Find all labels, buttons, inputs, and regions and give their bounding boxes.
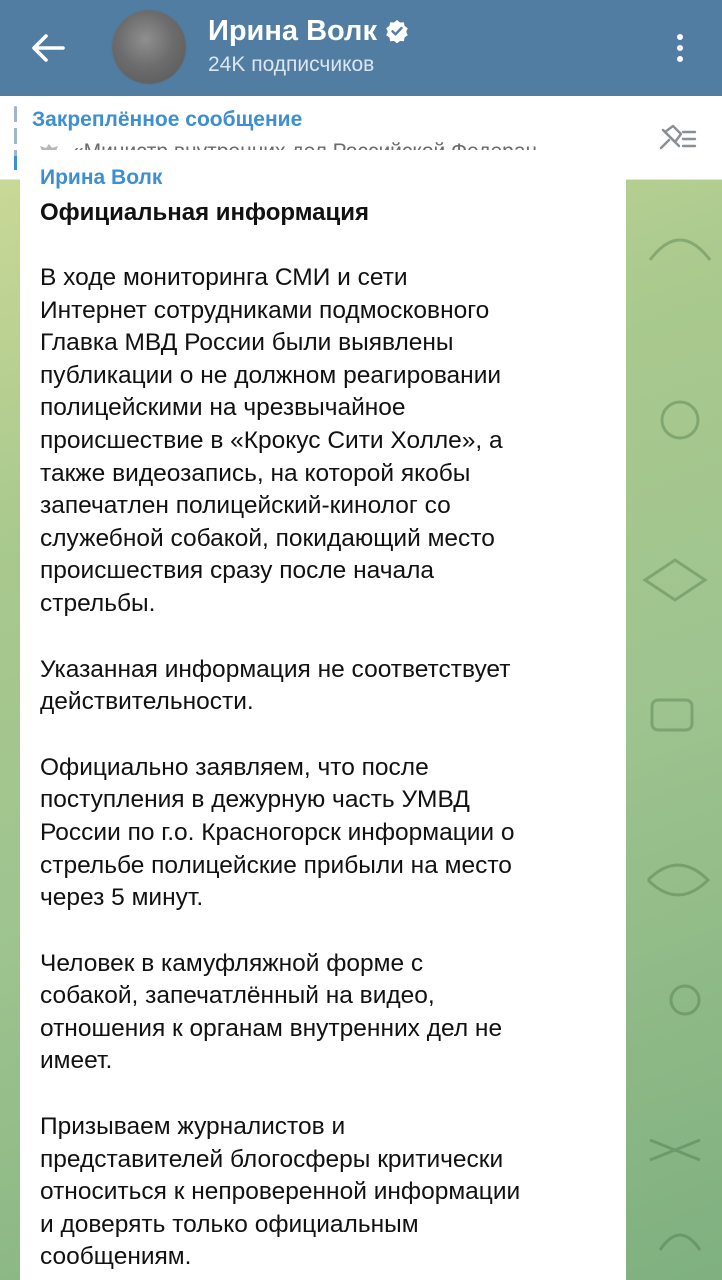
message-paragraph [40,752,612,915]
pinned-list-icon [655,122,699,154]
message-line: имеет. [40,1047,113,1075]
more-vertical-icon [677,34,683,40]
message-line: представителей блогосферы критически [40,1145,504,1173]
message-line: стрельбе полицейские прибыли на место [40,851,512,879]
message-line: служебной собакой, покидающий место [40,524,495,552]
message-line: публикации о не должном реагировании [40,361,502,389]
channel-header [0,0,722,96]
message-line: сообщениям. [40,1243,192,1271]
message-bubble[interactable] [20,150,626,1280]
message-line: В ходе мониторинга СМИ и сети [40,264,408,291]
pinned-indicator [14,106,17,170]
message-line: стрельбы. [40,589,156,617]
more-vertical-icon-dot [677,56,683,62]
channel-title-area[interactable] [208,14,409,80]
back-button[interactable] [22,22,74,74]
message-line: относиться к непроверенной информации [40,1178,521,1206]
message-line: полицейскими на чрезвычайное [40,394,406,422]
more-menu-button[interactable] [660,22,700,74]
wallpaper-doodles [640,180,720,1280]
pinned-title: Закреплённое сообщение [32,108,303,131]
message-line: России по г.о. Красногорск информации о [40,818,515,846]
message-line: Главка МВД России были выявлены [40,329,454,357]
message-line: запечатлен полицейский-кинолог со [40,492,451,520]
message-line: происшествие в «Крокус Сити Холле», а [40,426,503,454]
message-line: Призываем журналистов и [40,1113,346,1141]
message-line: также видеозапись, на которой якобы [40,459,471,487]
message-paragraph [40,948,612,1078]
message-paragraph [40,1111,612,1274]
verified-badge-icon [385,19,409,43]
message-line: и доверять только официальным [40,1210,419,1238]
message-line: собакой, запечатлённый на видео, [40,982,435,1010]
channel-title [208,14,409,48]
message-line: через 5 минут. [40,884,204,912]
message-line: происшествия сразу после начала [40,557,435,585]
message-line: действительности. [40,688,254,716]
message-paragraph [40,654,612,719]
pinned-list-button[interactable] [654,118,700,158]
arrow-left-icon [31,33,65,63]
more-vertical-icon-dot [677,45,683,51]
channel-avatar[interactable] [112,10,186,84]
channel-name: Ирина Волк [208,15,377,47]
message-line: Указанная информация не соответствует [40,655,511,683]
message-line: поступления в дежурную часть УМВД [40,786,470,814]
subscriber-count: 24K подписчиков [208,53,375,76]
message-line: Официально заявляем, что после [40,753,429,781]
message-line: отношения к органам внутренних дел не [40,1014,503,1042]
message-body [40,262,612,1280]
message-paragraph [40,262,612,621]
message-author: Ирина Волк [40,166,163,189]
message-line: Человек в камуфляжной форме с [40,949,424,977]
message-line: Интернет сотрудниками подмосковного [40,296,490,324]
message-heading: Официальная информация [40,199,370,226]
